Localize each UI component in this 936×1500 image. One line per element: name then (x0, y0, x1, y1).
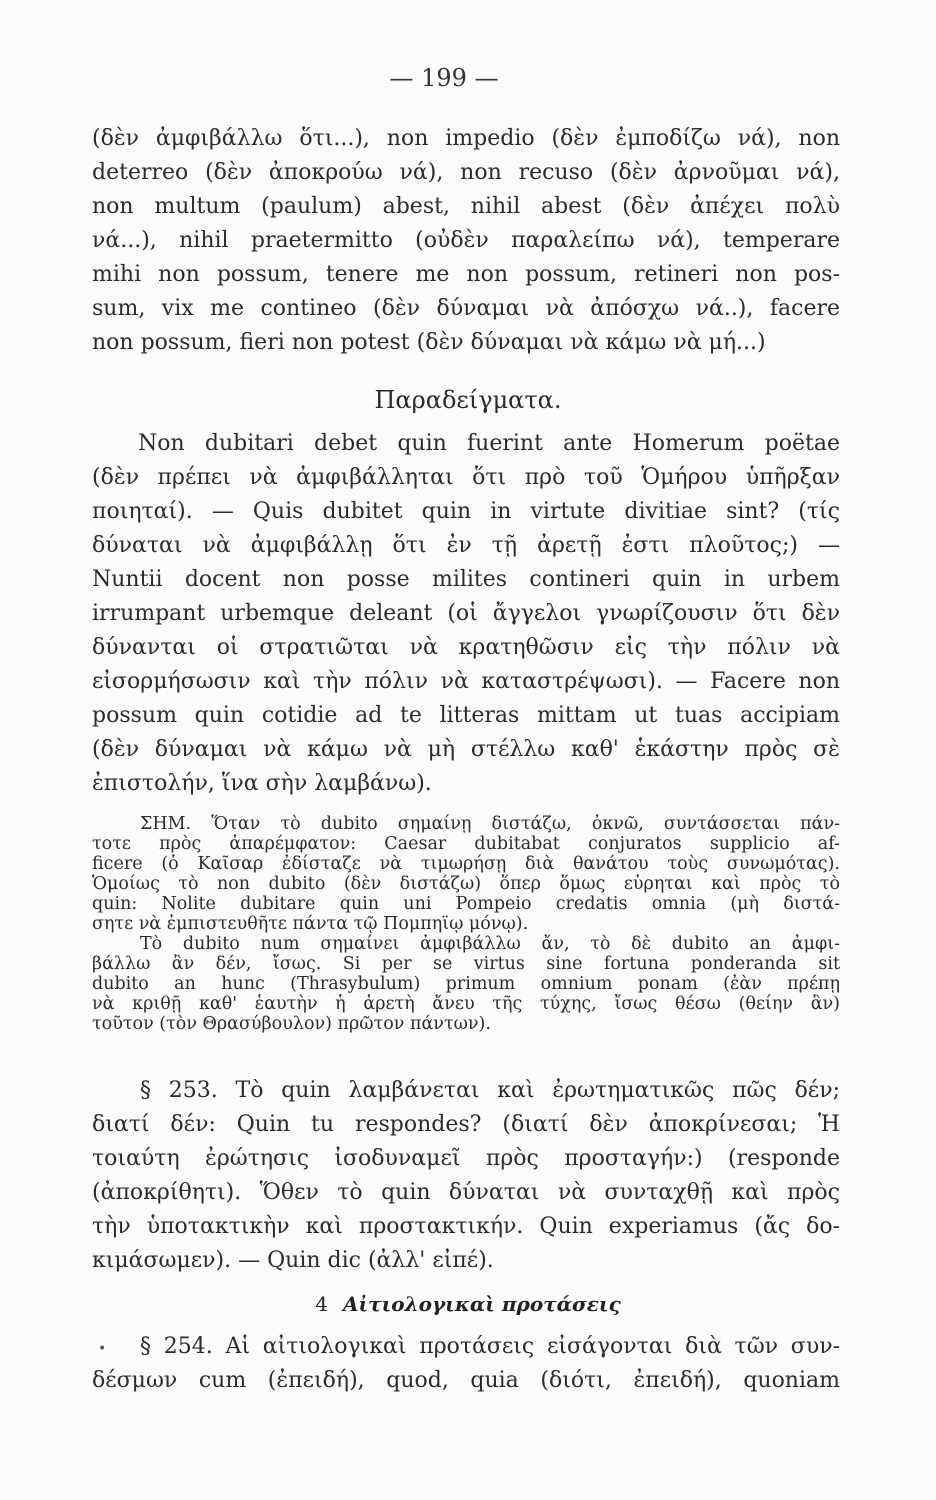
text-line: non multum (paulum) abest, nihil abest (δὲν ἀπέχει πολὺ (92, 194, 840, 219)
note-line: τοῦτον (τὸν Θρασύβουλον) πρῶτον πάντων). (92, 1014, 491, 1034)
note-block (92, 814, 840, 1034)
text-line: mihi non possum, tenere me non possum, retineri non pos- (92, 262, 840, 287)
section-heading-causal-clauses (0, 1292, 936, 1316)
text-line: (ἀποκρίθητι). Ὅθεν τὸ quin δύναται νὰ συνταχθῇ καὶ πρὸς (92, 1180, 840, 1205)
text-line: sum, vix me contineo (δὲν δύναμαι νὰ ἀπόσχω νά..), facere (92, 296, 840, 321)
note-line: ficere (ὁ Καῖσαρ ἐδίσταζε νὰ τιμωρήσῃ διὰ θανάτου τοὺς συνωμότας). (92, 854, 840, 874)
note-line: Ὁμοίως τὸ non dubito (δὲν διστάζω) ὅπερ ὅμως εὑρηται καὶ πρὸς τὸ (92, 874, 840, 894)
text-line: (δὲν δύναμαι νὰ κάμω νὰ μὴ στέλλω καθ' ἑκάστην πρὸς σὲ (92, 737, 840, 762)
text-line: (δὲν ἀμφιβάλλω ὅτι...), non impedio (δὲν ἐμποδίζω νά), non (92, 126, 840, 151)
note-line: dubito an hunc (Thrasybulum) primum omnium ponam (ἐὰν πρέπῃ (92, 974, 840, 994)
note-line: quin: Nolite dubitare quin uni Pompeio credatis omnia (μὴ διστά- (92, 894, 840, 914)
note-line: νὰ κριθῇ καθ' ἑαυτὴν ἡ ἀρετὴ ἄνευ τῆς τύχης, ἴσως θέσω (θείην ἂν) (92, 994, 840, 1014)
text-line: δύναται νὰ ἀμφιβάλλῃ ὅτι ἐν τῇ ἀρετῇ ἐστι πλοῦτος;) — (92, 533, 840, 558)
note-line: ΣΗΜ. Ὅταν τὸ dubito σημαίνῃ διστάζω, ὀκνῶ, συντάσσεται πάν- (140, 814, 840, 834)
note-line: τοτε πρὸς ἀπαρέμφατον: Caesar dubitabat conjuratos supplicio af- (92, 834, 840, 854)
text-line: non possum, fieri non potest (δὲν δύναμαι νὰ κάμω νὰ μή...) (92, 330, 766, 355)
text-line: διατί δέν: Quin tu respondes? (διατί δὲν ἀποκρίνεσαι; Ἡ (92, 1112, 840, 1137)
text-line: κιμάσωμεν). — Quin dic (ἀλλ' εἰπέ). (92, 1248, 494, 1273)
text-line: τοιαύτη ἐρώτησις ἰσοδυναμεῖ πρὸς προσταγήν:) (responde (92, 1146, 840, 1171)
text-line: deterreo (δὲν ἀποκρούω νά), non recuso (δὲν ἀρνοῦμαι νά), (92, 160, 840, 185)
text-line: νά...), nihil praetermitto (οὐδὲν παραλείπω νά), temperare (92, 228, 840, 253)
text-line: δύνανται οἱ στρατιῶται νὰ κρατηθῶσιν εἰς τὴν πόλιν νὰ (92, 635, 840, 660)
paragraph-254 (92, 1330, 840, 1398)
text-line: ποιηταί). — Quis dubitet quin in virtute divitiae sint? (τίς (92, 499, 840, 524)
text-line: Non dubitari debet quin fuerint ante Homerum poëtae (138, 431, 840, 456)
text-line: ἐπιστολήν, ἵνα σὴν λαμβάνω). (92, 771, 432, 796)
section-number: 4 (315, 1292, 328, 1316)
text-line: § 253. Τὸ quin λαμβάνεται καὶ ἐρωτηματικῶς πῶς δέν; (140, 1078, 840, 1103)
paragraph-examples (92, 427, 840, 801)
note-line: σητε νὰ ἐμπιστευθῆτε πάντα τῷ Πομπηΐῳ μόνῳ). (92, 914, 529, 934)
text-line: εἰσορμήσωσιν καὶ τὴν πόλιν νὰ καταστρέψωσι). — Facere non (92, 669, 840, 694)
paragraph-253 (92, 1074, 840, 1278)
page-number: — 199 — (389, 64, 499, 92)
text-line: possum quin cotidie ad te litteras mittam ut tuas accipiam (92, 703, 840, 728)
text-line: δέσμων cum (ἐπειδή), quod, quia (διότι, ἐπειδή), quoniam (92, 1368, 840, 1393)
paragraph-phrases (92, 122, 840, 360)
margin-mark: • (98, 1341, 107, 1357)
note-line: Τὸ dubito num σημαίνει ἀμφιβάλλω ἄν, τὸ δὲ dubito an ἀμφι- (140, 934, 840, 954)
text-line: (δὲν πρέπει νὰ ἀμφιβάλληται ὅτι πρὸ τοῦ Ὁμήρου ὑπῆρξαν (92, 465, 840, 490)
text-line: Nuntii docent non posse milites contineri quin in urbem (92, 567, 840, 592)
section-heading-examples: Παραδείγματα. (374, 386, 562, 414)
text-line: irrumpant urbemque deleant (οἱ ἄγγελοι γνωρίζουσιν ὅτι δὲν (92, 601, 840, 626)
section-title: Αἰτιολογικαὶ προτάσεις (342, 1292, 621, 1316)
text-line: § 254. Αἱ αἰτιολογικαὶ προτάσεις εἰσάγονται διὰ τῶν συν- (140, 1334, 840, 1359)
note-line: βάλλω ἂν δέν, ἴσως. Si per se virtus sine fortuna ponderanda sit (92, 954, 840, 974)
text-line: τὴν ὑποτακτικὴν καὶ προστακτικήν. Quin experiamus (ἄς δο- (92, 1214, 840, 1239)
